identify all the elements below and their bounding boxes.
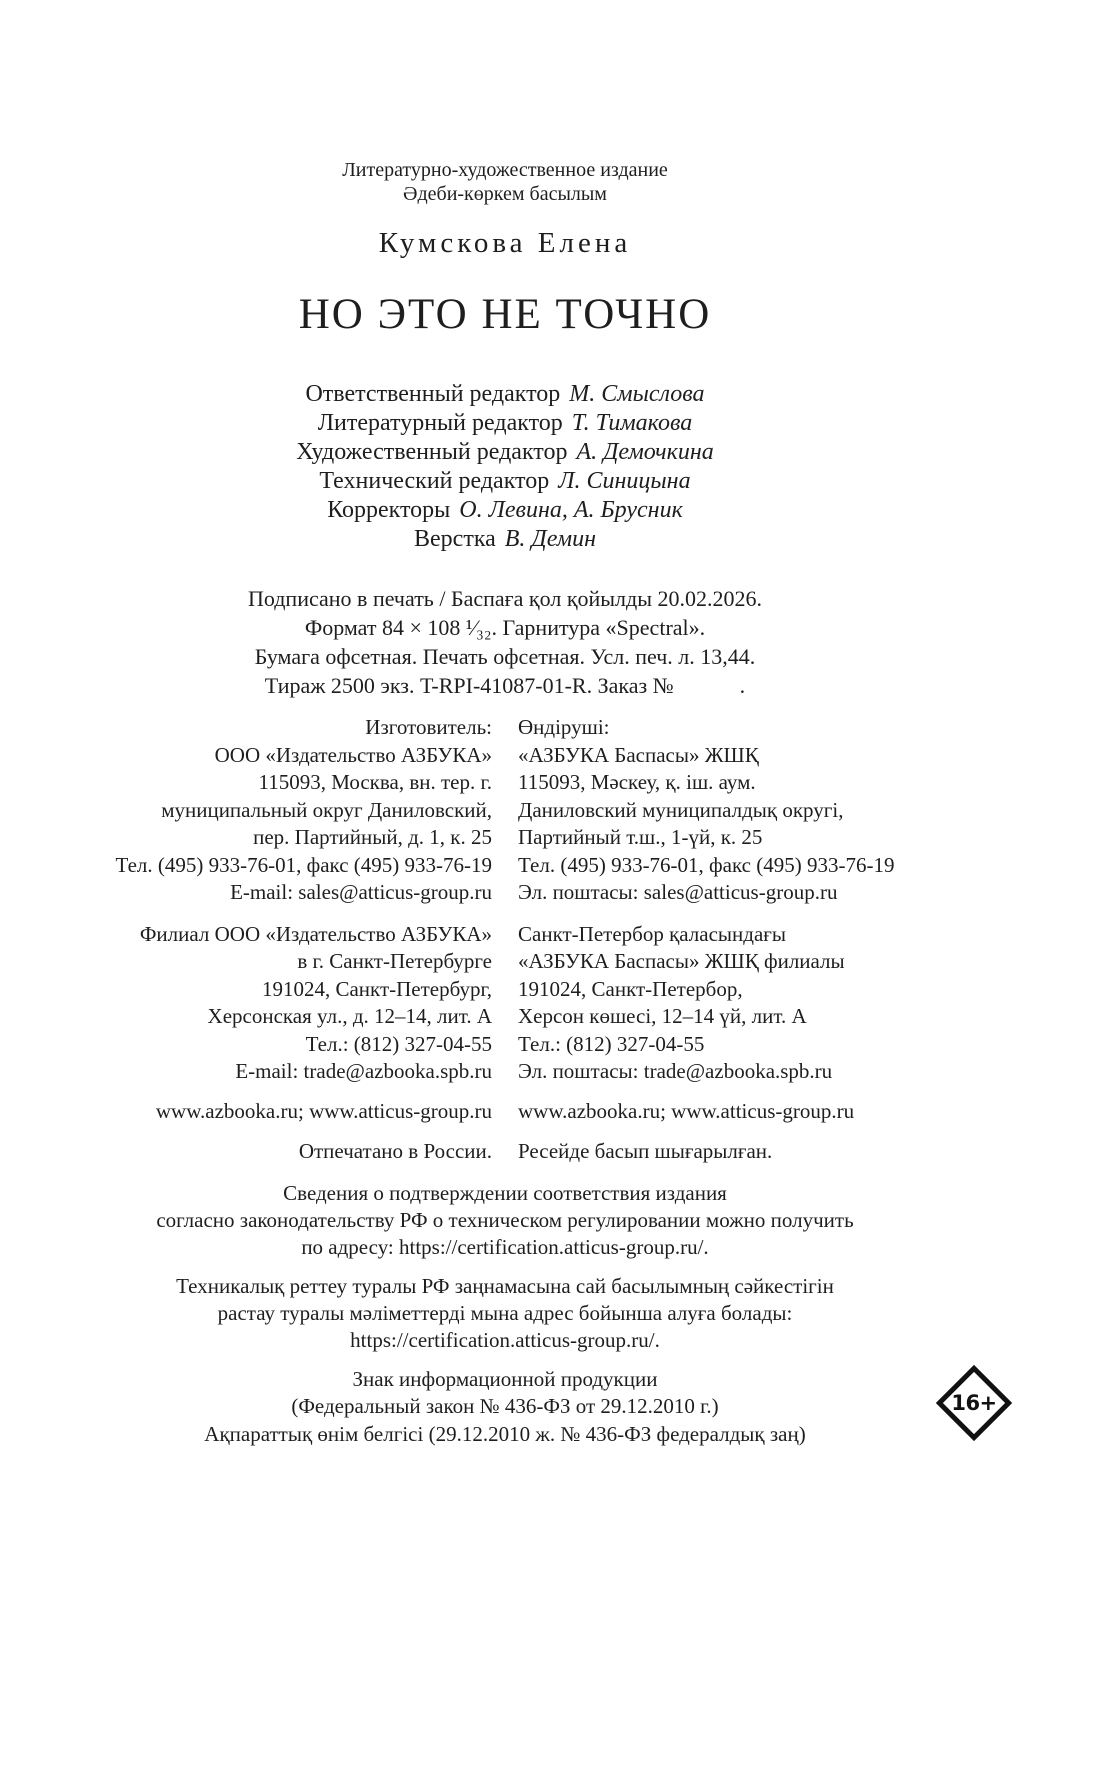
editor-role: Верстка	[414, 526, 496, 552]
imprint-columns	[0, 714, 1010, 1166]
book-title: НО ЭТО НЕ ТОЧНО	[298, 291, 712, 338]
manufacturer-kz-line: Өндіруші:	[518, 715, 610, 739]
print-info-line: Бумага офсетная. Печать офсетная. Усл. печ. л. 13,44.	[254, 644, 756, 669]
editor-row	[0, 496, 1010, 525]
branch-kz-line: Эл. поштасы: trade@azbooka.spb.ru	[518, 1059, 833, 1083]
editor-name: В. Демин	[504, 526, 596, 552]
certification-ru-line: согласно законодательству РФ о техническом регулировании можно получить	[156, 1207, 854, 1232]
editor-row	[0, 467, 1010, 496]
editor-name: О. Левина, А. Брусник	[459, 497, 683, 523]
editor-role: Ответственный редактор	[305, 381, 561, 407]
branch-ru-block	[92, 921, 492, 1086]
manufacturer-kz-line: Даниловский муниципалдық округі,	[518, 797, 844, 822]
editor-name: Л. Синицына	[558, 468, 691, 494]
print-info-block	[0, 584, 1010, 700]
manufacturer-ru-line: Изготовитель:	[365, 715, 492, 739]
manufacturer-kz-line: 115093, Мәскеу, қ. іш. аум.	[518, 770, 756, 794]
websites-ru-line: www.azbooka.ru; www.atticus-group.ru	[155, 1098, 492, 1123]
info-sign-line: Знак информационной продукции	[352, 1366, 658, 1391]
manufacturer-kz-line: Эл. поштасы: sales@atticus-group.ru	[518, 880, 838, 904]
manufacturer-kz-line: Тел. (495) 933-76-01, факс (495) 933-76-19	[518, 852, 895, 877]
manufacturer-ru-line: 115093, Москва, вн. тер. г.	[258, 770, 492, 794]
branch-ru-line: Херсонская ул., д. 12–14, лит. А	[207, 1004, 492, 1028]
manufacturer-ru-line: пер. Партийный, д. 1, к. 25	[253, 825, 492, 849]
editor-name: А. Демочкина	[576, 439, 714, 465]
editor-row	[0, 409, 1010, 438]
editors-block	[0, 380, 1010, 554]
branch-ru-line: Филиал ООО «Издательство АЗБУКА»	[139, 921, 492, 946]
imprint-column-kazakh	[518, 714, 918, 1166]
branch-kz-line: «АЗБУКА Баспасы» ЖШҚ филиалы	[518, 949, 845, 973]
branch-kz-line: Санкт-Петербор қаласындағы	[518, 921, 786, 946]
info-sign-line: Ақпараттық өнім белгісі (29.12.2010 ж. № 436-ФЗ федералдық заң)	[204, 1421, 806, 1446]
certification-kz-line: Техникалық реттеу туралы РФ заңнамасына сай басылымның сәйкестігін	[176, 1273, 834, 1298]
manufacturer-ru-line: ООО «Издательство АЗБУКА»	[214, 742, 492, 767]
branch-kz-block	[518, 921, 918, 1086]
edition-type-block	[0, 158, 1010, 206]
branch-ru-line: E-mail: trade@azbooka.spb.ru	[235, 1059, 492, 1083]
editor-row	[0, 438, 1010, 467]
printed-in-kz: Ресейде басып шығарылған.	[518, 1139, 773, 1163]
manufacturer-ru-line: Тел. (495) 933-76-01, факс (495) 933-76-19	[115, 852, 492, 877]
manufacturer-kz-block	[518, 714, 918, 907]
edition-type-kz: Әдеби-көркем басылым	[403, 183, 607, 205]
editor-row	[0, 380, 1010, 409]
websites-kz-line: www.azbooka.ru; www.atticus-group.ru	[518, 1098, 855, 1123]
branch-ru-line: Тел.: (812) 327-04-55	[305, 1031, 492, 1056]
manufacturer-kz-line: Партийный т.ш., 1-үй, к. 25	[518, 825, 763, 849]
print-info-line: Тираж 2500 экз. T-RPI-41087-01-R. Заказ № .	[264, 673, 746, 698]
imprint-column-russian	[92, 714, 492, 1166]
editor-role: Корректоры	[327, 497, 451, 523]
editor-role: Технический редактор	[319, 468, 550, 494]
info-sign-line: (Федеральный закон № 436-ФЗ от 29.12.2010 г.)	[291, 1394, 719, 1418]
editor-role: Художественный редактор	[296, 439, 568, 465]
info-sign-block	[0, 1366, 1010, 1449]
print-info-line: Подписано в печать / Баспаға қол қойылды 20.02.2026.	[247, 586, 763, 611]
edition-type-ru: Литературно-художественное издание	[342, 159, 668, 181]
certification-kz-block	[0, 1273, 1010, 1354]
branch-kz-line: Тел.: (812) 327-04-55	[518, 1031, 705, 1056]
editor-name: Т. Тимакова	[571, 410, 693, 436]
editor-name: М. Смыслова	[569, 381, 705, 407]
manufacturer-kz-line: «АЗБУКА Баспасы» ЖШҚ	[518, 742, 759, 767]
printed-in-ru: Отпечатано в России.	[298, 1139, 492, 1163]
manufacturer-ru-line: E-mail: sales@atticus-group.ru	[230, 880, 492, 904]
author-name: Кумскова Елена	[378, 227, 632, 259]
certification-ru-line: по адресу: https://certification.atticus-group.ru/.	[301, 1234, 709, 1259]
manufacturer-ru-block	[92, 714, 492, 907]
branch-ru-line: 191024, Санкт-Петербург,	[261, 976, 492, 1001]
editor-row	[0, 525, 1010, 554]
certification-kz-line: https://certification.atticus-group.ru/.	[350, 1327, 660, 1352]
print-info-line: Формат 84 × 108 ¹⁄₃₂. Гарнитура «Spectral».	[304, 615, 706, 640]
certification-kz-line: растау туралы мәліметтерді мына адрес бойынша алуға болады:	[217, 1300, 793, 1325]
manufacturer-ru-line: муниципальный округ Даниловский,	[161, 797, 492, 822]
age-rating-label: 16+	[951, 1391, 997, 1415]
certification-ru-block	[0, 1180, 1010, 1261]
branch-kz-line: Херсон көшесі, 12–14 үй, лит. А	[518, 1004, 807, 1028]
branch-kz-line: 191024, Санкт-Петербор,	[518, 976, 743, 1001]
age-rating-16-badge	[938, 1367, 1010, 1439]
editor-role: Литературный редактор	[317, 410, 563, 436]
certification-ru-line: Сведения о подтверждении соответствия издания	[283, 1180, 727, 1205]
branch-ru-line: в г. Санкт-Петербурге	[297, 949, 492, 973]
